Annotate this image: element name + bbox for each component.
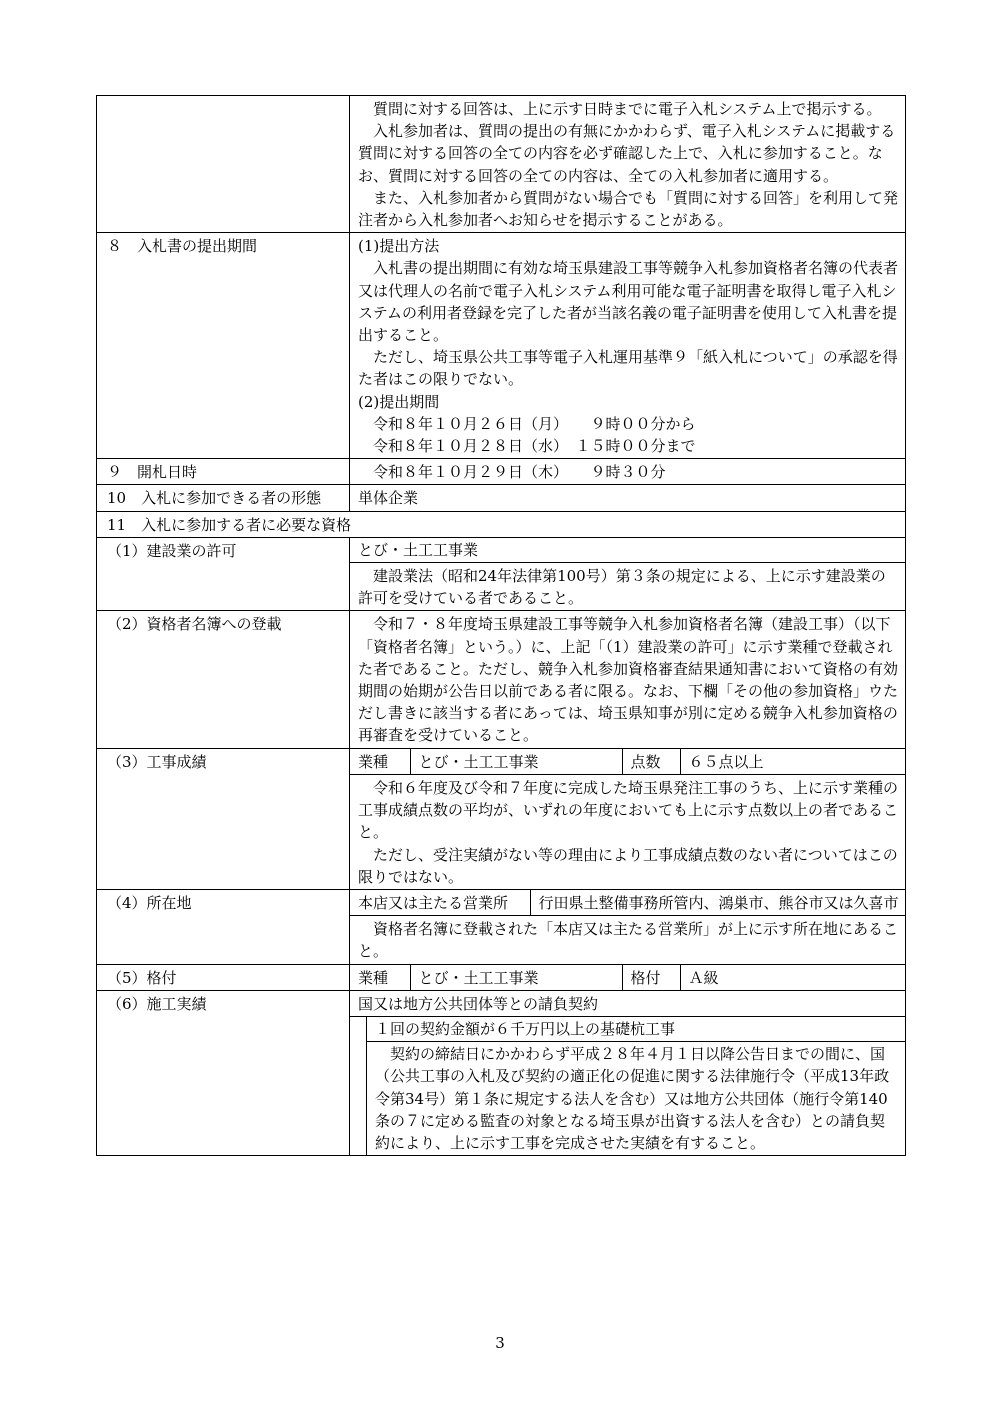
row-rating: [97, 964, 906, 990]
row-construction-record: [97, 990, 906, 1155]
row-label: 11 入札に参加する者に必要な資格: [97, 511, 906, 537]
row-label: ８ 入札書の提出期間: [97, 233, 350, 459]
row-label: ９ 開札日時: [97, 459, 350, 485]
row-value: 令和８年１０月２９日（木） ９時３０分: [373, 463, 666, 482]
row-label: （4）所在地: [97, 889, 350, 964]
paragraph: また、入札参加者から質問がない場合でも「質問に対する回答」を利用して発注者から入札参加者へお知らせを掲示することがある。: [358, 188, 899, 230]
paragraph: ただし、埼玉県公共工事等電子入札運用基準９「紙入札について」の承認を得た者はこの限りでない。: [358, 348, 898, 389]
row-value: [350, 233, 906, 459]
row-bid-submission-period: [97, 233, 906, 459]
cell-label: 点数: [622, 749, 680, 774]
row-registry-listing: [97, 611, 906, 748]
contract-type: 国又は地方公共団体等との請負契約: [350, 991, 905, 1017]
paragraph: 入札書の提出期間に有効な埼玉県建設工事等競争入札参加資格者名簿の代表者又は代理人の名前で電子入札システム利用可能な電子証明書を取得し電子入札システムの利用者登録を完了した者が当該名義の電子証明書を使用して入札書を提出すること。: [358, 259, 899, 345]
row-participant-form: [97, 485, 906, 511]
paragraph: ただし、受注実績がない等の理由により工事成績点数のない者についてはこの限りではない。: [358, 845, 898, 886]
cell-value: ６５点以上: [688, 752, 764, 771]
row-question-answer: [97, 96, 906, 233]
cell-value: とび・土工工事業: [410, 965, 622, 990]
cell-value: 行田県土整備事務所管内、鴻巣市、熊谷市又は久喜市: [538, 893, 899, 912]
row-value: 単体企業: [350, 485, 906, 511]
row-label-empty: [97, 96, 350, 233]
paragraph: 契約の締結日にかかわらず平成２８年４月１日以降公告日までの間に、国（公共工事の入札及び契約の適正化の促進に関する法律施行令（平成13年政令第34号）第１条に規定する法人を含む）又は地方公共団体（施行令第140条の７に定める監査の対象となる埼玉県が出資する法人を含む）との請負契約により、上に示す工事を完成させた実績を有すること。: [375, 1045, 890, 1152]
license-type: とび・土工工事業: [358, 540, 479, 559]
row-value: [350, 96, 906, 233]
score-table: [350, 749, 905, 774]
subheading: (2)提出期間: [358, 392, 440, 411]
row-label: 10 入札に参加できる者の形態: [97, 485, 350, 511]
paragraph: 質問に対する回答は、上に示す日時までに電子入札システム上で掲示する。: [373, 100, 882, 118]
location-table: [350, 890, 905, 915]
cell-label: 本店又は主たる営業所: [350, 890, 530, 915]
cell-label: 業種: [350, 749, 410, 774]
period-end: 令和８年１０月２８日（水） １５時００分まで: [373, 437, 696, 456]
paragraph: 令和７・８年度埼玉県建設工事等競争入札参加資格者名簿（建設工事）（以下「資格者名簿」という。）に、上記「（1）建設業の許可」に示す業種で登載された者であること。ただし、競争入札参加資格審査結果通知書において資格の有効期間の始期が公告日以前である者に限る。なお、下欄「その他の参加資格」ウただし書きに該当する者にあっては、埼玉県知事が別に定める競争入札参加資格の再審査を受けていること。: [358, 615, 899, 745]
page-number: 3: [495, 1334, 505, 1352]
row-label: （6）施工実績: [97, 990, 350, 1155]
cell-value: とび・土工工事業: [410, 749, 622, 774]
row-required-qualifications: [97, 511, 906, 537]
row-label: （3）工事成績: [97, 748, 350, 889]
row-location: [97, 889, 906, 964]
row-label: （1）建設業の許可: [97, 537, 350, 611]
subheading: (1)提出方法: [358, 237, 440, 256]
row-label: （2）資格者名簿への登載: [97, 611, 350, 748]
row-label: （5）格付: [97, 964, 350, 990]
cell-value: Ａ級: [688, 968, 719, 987]
paragraph: 令和６年度及び令和７年度に完成した埼玉県発注工事のうち、上に示す業種の工事成績点数の平均が、いずれの年度においても上に示す点数以上の者であること。: [358, 778, 899, 842]
cell-label: 業種: [350, 965, 410, 990]
rating-table: [350, 965, 905, 990]
row-opening-datetime: [97, 459, 906, 485]
contract-amount: １回の契約金額が６千万円以上の基礎杭工事: [367, 1017, 905, 1042]
period-start: 令和８年１０月２６日（月） ９時００分から: [373, 414, 696, 433]
requirements-table: [96, 95, 906, 1156]
paragraph: 建設業法（昭和24年法律第100号）第３条の規定による、上に示す建設業の許可を受けている者であること。: [358, 567, 886, 608]
row-construction-license: [97, 537, 906, 611]
cell-label: 格付: [622, 965, 680, 990]
paragraph: 入札参加者は、質問の提出の有無にかかわらず、電子入札システムに掲載する質問に対する回答の全ての内容を必ず確認した上で、入札に参加すること。なお、質問に対する回答の全ての内容は、全ての入札参加者に適用する。: [358, 122, 896, 185]
paragraph: 資格者名簿に登載された「本店又は主たる営業所」が上に示す所在地にあること。: [358, 920, 899, 961]
row-construction-performance: [97, 748, 906, 889]
